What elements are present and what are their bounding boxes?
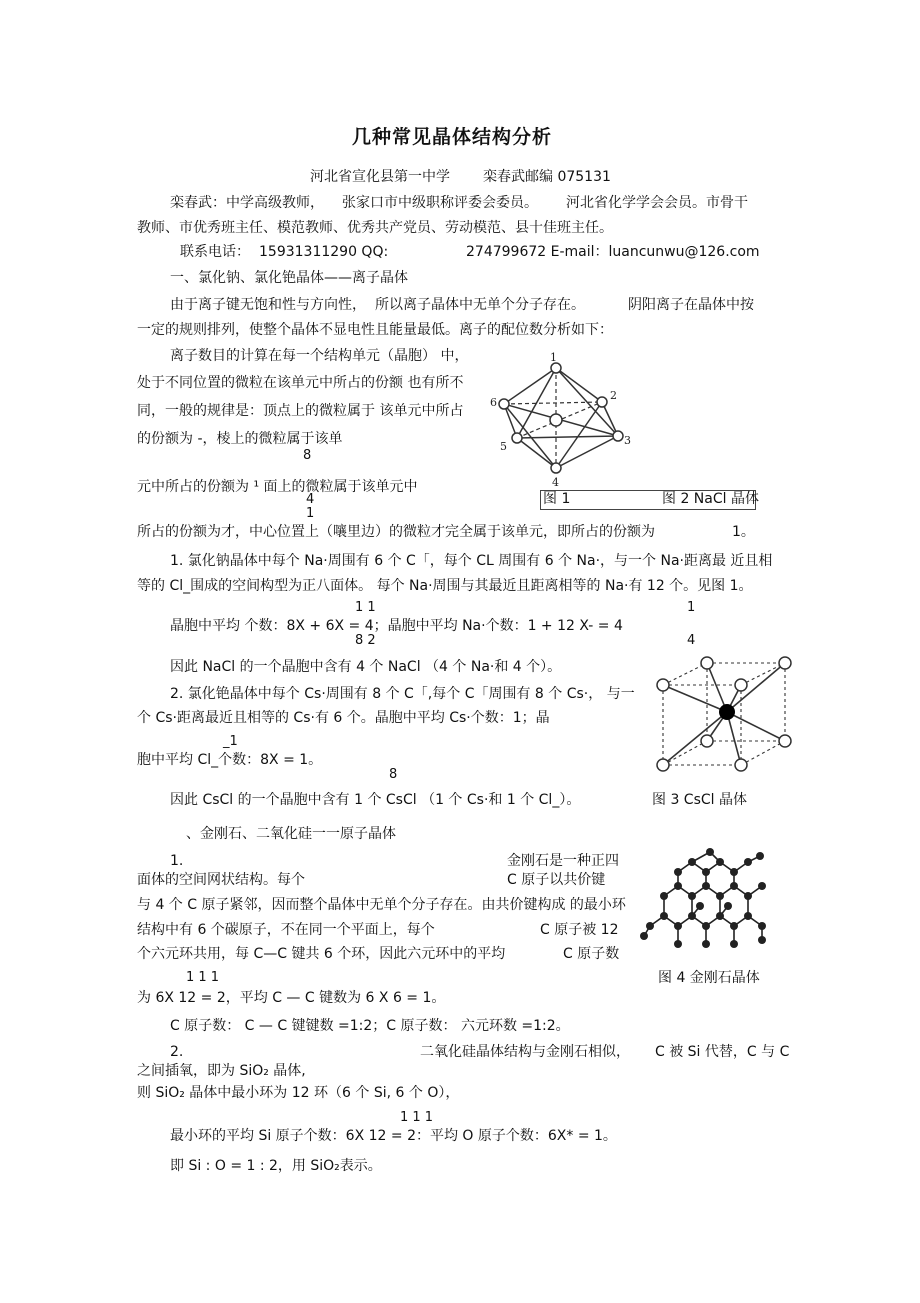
s1-p1-b: 所以离子晶体中无单个分子存在。 [375,297,585,313]
s2-calc-main: 为 6X 12 = 2，平均 C — C 键数为 6 X 6 = 1。 [137,990,446,1006]
section1-heading: 一、氯化钠、氯化铯晶体——离子晶体 [170,270,408,286]
fig4-caption: 图 4 金刚石晶体 [658,970,760,986]
fig1-label-6: 6 [490,396,497,409]
s2-item1-l5b: C 原子数 [563,946,620,962]
s1-item1-l1: 1. 氯化钠晶体中每个 Na·周围有 6 个 C「，每个 CL 周围有 6 个 Na·，与一个 Na·距离最 近且相 [170,553,773,569]
calc2-main: 胞中平均 Cl_个数：8X = 1。 [137,752,323,768]
calc1-main: 晶胞中平均 个数：8X + 6X = 4；晶胞中平均 Na·个数：1 + 12 X- = 4 [170,618,623,634]
calc2-num: _1 [223,734,238,749]
bio-line1-c: 河北省化学学会会员。市骨干 [566,195,748,211]
page-title: 几种常见晶体结构分析 [352,126,553,148]
s1-p2-l4: 的份额为 -，棱上的微粒属于该单 [137,431,343,447]
s1-p1-line2: 一定的规则排列，使整个晶体不显电性且能量最低。离子的配位数分析如下： [137,322,613,338]
fig1-label-2: 2 [610,389,617,402]
s2-calc3-nums: 1 1 1 [400,1110,434,1125]
s1-p2-frac8: 8 [303,448,312,463]
diamond-lattice-figure [640,848,780,960]
s2-item2-num: 2. [170,1044,184,1060]
fig1-caption: 图 1 [543,491,571,507]
s1-p1-a: 由于离子键无饱和性与方向性， [170,297,366,313]
bio-line1-b: 张家口市中级职称评委会委员。 [342,195,538,211]
s2-item1-l2b: C 原子以共价键 [507,872,606,888]
s1-p2-frac1: 1 [306,506,315,521]
author-postcode: 栾春武邮编 075131 [483,169,611,185]
s2-item2-a: 二氧化硅晶体结构与金刚石相似， [420,1044,630,1060]
contact-phone: 15931311290 QQ: [259,244,389,260]
fig1-label-3: 3 [624,434,631,447]
s2-item1-l2a: 面体的空间网状结构。每个 [137,872,305,888]
s2-final: 即 Si : O = 1 : 2，用 SiO₂表示。 [170,1158,382,1174]
calc2-den: 8 [389,767,398,782]
s1-p2-l3: 同，一般的规律是：顶点上的微粒属于 该单元中所占 [137,403,464,419]
s2-item1-l3: 与 4 个 C 原子紧邻，因而整个晶体中无单个分子存在。由共价键构成 的最小环 [137,897,626,913]
s2-item2-b: C 被 Si 代替，C 与 C [655,1044,790,1060]
s2-item1-l4a: 结构中有 6 个碳原子，不在同一个平面上，每个 [137,922,435,938]
author-school: 河北省宣化县第一中学 [310,169,450,185]
contact-label: 联系电话： [180,244,250,260]
s2-item1-l4b: C 原子被 12 [540,922,619,938]
s2-calc-nums: 1 1 1 [186,970,220,985]
s1-p2-frac4: 4 [306,492,315,507]
calc1-nums-b: 1 [687,600,696,615]
s1-p1-c: 阴阳离子在晶体中按 [628,297,754,313]
bio-line2: 教师、市优秀班主任、模范教师、优秀共产党员、劳动模范、县十佳班主任。 [137,220,613,236]
s2-calc3-main: 最小环的平均 Si 原子个数：6X 12 = 2：平均 O 原子个数：6X* = 1。 [170,1128,617,1144]
s1-p2-l1: 离子数目的计算在每一个结构单元（晶胞） 中， [170,348,469,364]
s1-item2-l1: 2. 氯化铯晶体中每个 Cs·周围有 8 个 C「,每个 C「周围有 8 个 Cs·， 与一 [170,686,635,702]
octahedron-figure [490,352,640,492]
fig3-caption: 图 3 CsCl 晶体 [652,792,747,808]
s2-item1-a: 金刚石是一种正四 [507,853,619,869]
fig1-label-1: 1 [550,351,557,364]
calc1-den-a: 8 2 [355,633,376,648]
fig1-label-4: 4 [552,476,559,489]
s2-item2-l3: 则 SiO₂ 晶体中最小环为 12 环（6 个 Si, 6 个 O）， [137,1085,460,1101]
s1-item2-l2: 个 Cs·距离最近且相等的 Cs·有 6 个。晶胞中平均 Cs·个数：1；晶 [137,710,550,726]
bio-line1-a: 栾春武：中学高级教师， [170,195,324,211]
s1-p2-l2: 处于不同位置的微粒在该单元中所占的份额 也有所不 [137,375,464,391]
concl2: 因此 CsCl 的一个晶胞中含有 1 个 CsCl （1 个 Cs·和 1 个 Cl_）。 [170,792,581,808]
s1-p2-l5: 元中所占的份额为 ¹ 面上的微粒属于该单元中 [137,479,418,495]
s2-item1-num: 1. [170,853,184,869]
calc1-nums-a: 1 1 [355,600,376,615]
s1-item1-l2: 等的 Cl_围成的空间构型为正八面体。 每个 Na·周围与其最近且距离相等的 Na·有 12 个。见图 1。 [137,578,753,594]
fig2-caption: 图 2 NaCl 晶体 [662,491,759,507]
calc1-den-b: 4 [687,633,696,648]
concl1: 因此 NaCl 的一个晶胞中含有 4 个 NaCl （4 个 Na·和 4 个）。 [170,659,562,675]
s2-item1-l5a: 个六元环共用，每 C—C 键共 6 个环，因此六元环中的平均 [137,946,506,962]
section2-heading: 、金刚石、二氧化硅一一原子晶体 [186,826,396,842]
cscl-cube-figure [655,655,795,775]
fig1-label-5: 5 [500,440,507,453]
s1-p2-l6-end: 1。 [732,524,755,540]
s2-ratio: C 原子数： C — C 键键数 =1:2；C 原子数： 六元环数 =1:2。 [170,1018,570,1034]
s2-item2-l2: 之间插氧，即为 SiO₂ 晶体, [137,1063,306,1079]
contact-email: 274799672 E-mail：luancunwu@126.com [466,244,760,260]
s1-p2-l6: 所占的份额为才，中心位置上（嚷里边）的微粒才完全属于该单元，即所占的份额为 [137,524,655,540]
